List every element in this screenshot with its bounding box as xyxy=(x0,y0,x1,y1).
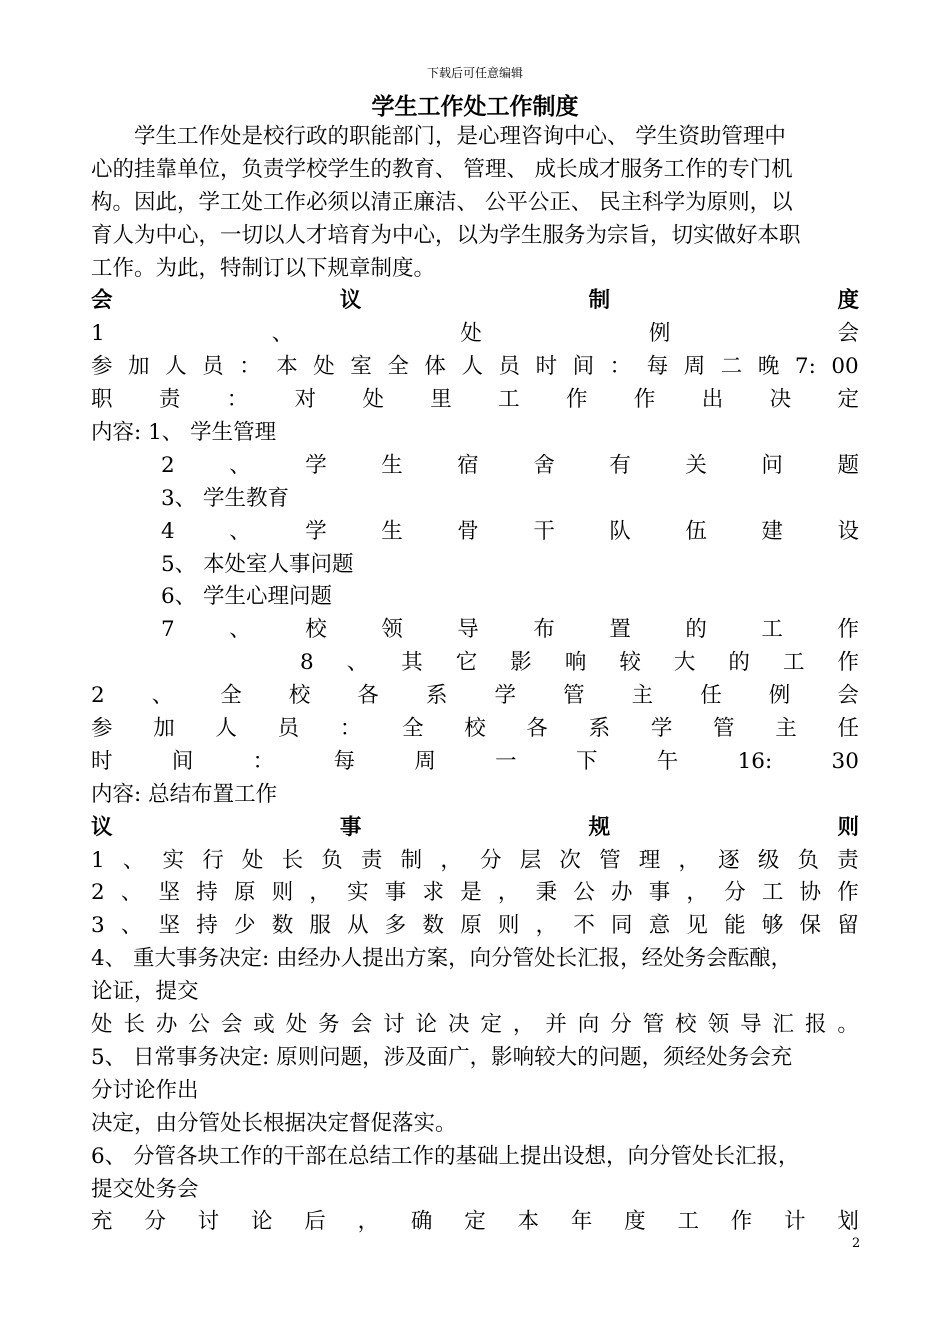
text-token: 向 xyxy=(577,1012,600,1038)
text-token: 分 xyxy=(480,847,502,873)
text-token: 层 xyxy=(519,847,542,873)
text-token: 、 xyxy=(229,617,251,643)
text-token: 则 xyxy=(497,913,520,939)
text-token: 公 xyxy=(573,880,595,906)
text-token: ， xyxy=(357,1209,380,1235)
text-token: 议 xyxy=(339,288,362,314)
text-token: 工 xyxy=(782,650,805,676)
text-token: 校 xyxy=(305,617,327,643)
text-token: 分 xyxy=(724,880,746,906)
text-token: 校 xyxy=(464,716,486,742)
text-token: 人 xyxy=(461,354,483,380)
text-token: 加 xyxy=(153,716,175,742)
text-token: 同 xyxy=(611,913,633,939)
meeting1-item-6: 6、 学生心理问题 xyxy=(161,584,333,610)
text-token: 责 xyxy=(360,847,383,873)
text-token: ： xyxy=(609,354,632,380)
text-token: 是 xyxy=(460,880,482,906)
text-token: 全 xyxy=(220,683,242,709)
rule-4-line-1: 4、 重大事务决定: 由经办人提出方案，向分管处长汇报，经处务会酝酿， xyxy=(91,946,793,972)
text-token: 本 xyxy=(276,354,298,380)
text-token: 则 xyxy=(271,880,294,906)
rule-4-line-2: 论证，提交 xyxy=(91,979,199,1005)
text-token: 时 xyxy=(535,354,558,380)
text-token: 从 xyxy=(347,913,369,939)
text-token: ， xyxy=(512,1012,535,1038)
text-token: 响 xyxy=(564,650,587,676)
text-token: 一 xyxy=(495,748,517,774)
text-token: 、 xyxy=(271,321,294,347)
text-token: 处 xyxy=(241,847,264,873)
text-token: 校 xyxy=(675,1012,697,1038)
text-token: 秉 xyxy=(535,880,558,906)
text-token: 任 xyxy=(700,683,722,709)
meeting1-content-label: 内容: 1、 学生管理 xyxy=(91,420,277,446)
text-token: 不 xyxy=(573,913,595,939)
text-token: 会 xyxy=(350,1012,373,1038)
text-token: 数 xyxy=(271,913,294,939)
meeting1-item-8 xyxy=(300,647,859,680)
text-token: 队 xyxy=(609,518,631,544)
text-token: 作 xyxy=(837,650,859,676)
text-token: 留 xyxy=(837,913,859,939)
text-token: 参 xyxy=(91,716,113,742)
text-token: 议 xyxy=(91,814,113,840)
text-token: 生 xyxy=(381,452,403,478)
text-token: 见 xyxy=(686,913,708,939)
meeting1-item-5: 5、 本处室人事问题 xyxy=(161,551,354,577)
text-token: 度 xyxy=(624,1209,646,1235)
text-token: 计 xyxy=(784,1209,806,1235)
text-token: 坚 xyxy=(158,880,181,906)
meeting1-item-7 xyxy=(161,614,859,647)
text-token: 各 xyxy=(526,716,548,742)
rule-2 xyxy=(91,877,859,910)
rule-6-line-2: 提交处务会 xyxy=(91,1176,199,1202)
text-token: 工 xyxy=(677,1209,699,1235)
page-number: 2 xyxy=(852,1236,861,1251)
text-token: 协 xyxy=(799,880,822,906)
text-token: 充 xyxy=(91,1209,113,1235)
text-token: 长 xyxy=(123,1012,145,1038)
text-token: 任 xyxy=(837,716,859,742)
text-token: 会 xyxy=(220,1012,243,1038)
text-token: 、 xyxy=(120,913,143,939)
text-token: 事 xyxy=(339,814,362,840)
text-token: 年 xyxy=(570,1209,593,1235)
text-token: 参 xyxy=(91,354,113,380)
meeting1-attendees xyxy=(91,351,859,384)
text-token: 行 xyxy=(202,847,224,873)
text-token: 定 xyxy=(464,1209,486,1235)
intro-line: 学生工作处是校行政的职能部门，是心理咨询中心、 学生资助管理中 xyxy=(91,124,786,149)
text-token: 本 xyxy=(517,1209,540,1235)
text-token: 汇 xyxy=(772,1012,795,1038)
text-token: 关 xyxy=(685,452,707,478)
text-token: 工 xyxy=(761,617,783,643)
text-token: 全 xyxy=(387,354,409,380)
text-token: 里 xyxy=(430,387,452,413)
text-token: 布 xyxy=(533,617,555,643)
rule-6-line-3 xyxy=(91,1206,859,1239)
text-token: 管 xyxy=(642,1012,665,1038)
text-token: 作 xyxy=(566,387,588,413)
text-token: 大 xyxy=(673,650,696,676)
text-token: 级 xyxy=(757,847,780,873)
text-token: 、 xyxy=(120,880,143,906)
text-token: 下 xyxy=(575,748,598,774)
text-token: 实 xyxy=(347,880,369,906)
text-token: 例 xyxy=(768,683,791,709)
text-token: 主 xyxy=(775,716,797,742)
text-token: 间 xyxy=(171,748,194,774)
text-token: 数 xyxy=(422,913,445,939)
text-token: 分 xyxy=(144,1209,166,1235)
text-token: 周 xyxy=(683,354,706,380)
text-token: 、 xyxy=(346,650,369,676)
text-token: 办 xyxy=(155,1012,178,1038)
text-token: 学 xyxy=(650,716,673,742)
text-token: 处 xyxy=(91,1012,113,1038)
text-token: 主 xyxy=(631,683,654,709)
text-token: 时 xyxy=(91,748,113,774)
text-token: 讨 xyxy=(197,1209,220,1235)
text-token: 每 xyxy=(646,354,669,380)
text-token: 负 xyxy=(321,847,343,873)
text-token: 午 xyxy=(656,748,679,774)
page-title: 学生工作处工作制度 xyxy=(371,94,579,120)
text-token: 。 xyxy=(837,1012,859,1038)
text-token: 事 xyxy=(648,880,671,906)
text-token: 处 xyxy=(362,387,384,413)
rules-heading xyxy=(91,812,859,845)
text-token: 伍 xyxy=(685,518,707,544)
text-token: 职 xyxy=(91,387,113,413)
text-token: 7 xyxy=(161,617,175,643)
text-token: 并 xyxy=(545,1012,567,1038)
text-token: 影 xyxy=(510,650,532,676)
text-token: 能 xyxy=(724,913,746,939)
rule-5-line-1: 5、 日常事务决定: 原则问题，涉及面广，影响较大的问题，须经处务会充 xyxy=(91,1044,793,1070)
text-token: 1 xyxy=(91,321,105,347)
text-token: 次 xyxy=(559,847,581,873)
text-token: 人 xyxy=(165,354,187,380)
text-token: 00 xyxy=(831,354,859,380)
meeting2-time xyxy=(91,746,859,779)
text-token: 多 xyxy=(384,913,407,939)
text-token: 学 xyxy=(305,518,327,544)
text-token: 处 xyxy=(285,1012,308,1038)
text-token: 对 xyxy=(294,387,317,413)
text-token: 每 xyxy=(333,748,355,774)
text-token: 3 xyxy=(91,913,105,939)
text-token: 导 xyxy=(740,1012,762,1038)
text-token: 作 xyxy=(730,1209,753,1235)
text-token: 会 xyxy=(837,321,859,347)
rule-3 xyxy=(91,910,859,943)
text-token: 各 xyxy=(357,683,379,709)
text-token: 导 xyxy=(457,617,479,643)
text-token: 系 xyxy=(588,716,611,742)
text-token: 周 xyxy=(414,748,436,774)
text-token: 舍 xyxy=(533,452,555,478)
text-token: ， xyxy=(678,847,700,873)
text-token: 间 xyxy=(572,354,595,380)
text-token: 会 xyxy=(837,683,859,709)
text-token: ： xyxy=(339,716,362,742)
text-token: 7: xyxy=(794,354,816,380)
meeting1-title xyxy=(91,318,859,351)
text-token: 学 xyxy=(305,452,327,478)
text-token: 管 xyxy=(713,716,735,742)
text-token: 坚 xyxy=(158,913,181,939)
rule-5-line-2: 分讨论作出 xyxy=(91,1077,199,1103)
text-token: 1 xyxy=(91,847,105,873)
text-token: 原 xyxy=(460,913,482,939)
text-token: 出 xyxy=(701,387,724,413)
text-token: 后 xyxy=(304,1209,326,1235)
text-token: 负 xyxy=(797,847,820,873)
text-token: 2 xyxy=(91,880,105,906)
text-token: 确 xyxy=(410,1209,433,1235)
text-token: 置 xyxy=(609,617,631,643)
text-token: 管 xyxy=(563,683,585,709)
text-token: 会 xyxy=(91,288,113,314)
text-token: 8 xyxy=(300,650,314,676)
intro-line: 工作。为此，特制订以下规章制度。 xyxy=(91,255,436,281)
rule-6-line-1: 6、 分管各块工作的干部在总结工作的基础上提出设想，向分管处长汇报， xyxy=(91,1143,800,1169)
meeting-system-heading xyxy=(91,285,859,318)
text-token: 它 xyxy=(455,650,478,676)
text-token: ： xyxy=(252,748,275,774)
text-token: 作 xyxy=(837,880,859,906)
text-token: 全 xyxy=(402,716,424,742)
text-token: 公 xyxy=(188,1012,210,1038)
text-token: ， xyxy=(497,880,520,906)
text-token: 持 xyxy=(196,880,218,906)
text-token: 题 xyxy=(837,452,859,478)
text-token: 少 xyxy=(233,913,256,939)
text-token: 决 xyxy=(769,387,792,413)
text-token: 制 xyxy=(588,288,611,314)
text-token: 作 xyxy=(633,387,656,413)
text-token: 员 xyxy=(202,354,224,380)
meeting1-item-3: 3、 学生教育 xyxy=(161,485,290,511)
text-token: 决 xyxy=(447,1012,470,1038)
text-token: 16: xyxy=(737,748,773,774)
text-token: 生 xyxy=(381,518,403,544)
text-token: 4 xyxy=(161,518,175,544)
rule-4-line-3 xyxy=(91,1009,859,1042)
text-token: ， xyxy=(440,847,462,873)
text-token: ， xyxy=(686,880,708,906)
text-token: 体 xyxy=(424,354,446,380)
meeting1-item-4 xyxy=(161,516,859,549)
text-token: 理 xyxy=(638,847,661,873)
text-token: 则 xyxy=(837,814,859,840)
intro-line: 构。因此，学工处工作必须以清正廉洁、 公平公正、 民主科学为原则，以 xyxy=(91,189,793,215)
text-token: 干 xyxy=(533,518,555,544)
rule-5-line-3: 决定，由分管处长根据决定督促落实。 xyxy=(91,1110,457,1136)
text-token: 有 xyxy=(609,452,631,478)
text-token: 责 xyxy=(158,387,181,413)
text-token: 讨 xyxy=(383,1012,405,1038)
text-token: 划 xyxy=(837,1209,859,1235)
text-token: ： xyxy=(239,354,261,380)
text-token: 规 xyxy=(588,814,611,840)
text-token: 员 xyxy=(277,716,300,742)
text-token: 分 xyxy=(610,1012,632,1038)
text-token: ， xyxy=(535,913,558,939)
text-token: 学 xyxy=(494,683,517,709)
text-token: 例 xyxy=(648,321,671,347)
text-token: 加 xyxy=(128,354,150,380)
text-token: 够 xyxy=(761,913,784,939)
text-token: 服 xyxy=(309,913,331,939)
text-token: 较 xyxy=(619,650,641,676)
text-token: 办 xyxy=(611,880,633,906)
text-token: 、 xyxy=(122,847,145,873)
text-token: 问 xyxy=(761,452,783,478)
meeting2-attendees xyxy=(91,713,859,746)
text-token: 论 xyxy=(415,1012,438,1038)
meeting1-duties xyxy=(91,384,859,417)
text-token: 工 xyxy=(498,387,520,413)
text-token: 工 xyxy=(761,880,784,906)
text-token: 实 xyxy=(162,847,185,873)
text-token: 逐 xyxy=(718,847,740,873)
text-token: 2 xyxy=(161,452,175,478)
text-token: 求 xyxy=(422,880,445,906)
text-token: 的 xyxy=(728,650,750,676)
text-token: 设 xyxy=(837,518,859,544)
text-token: 二 xyxy=(720,354,743,380)
text-token: 校 xyxy=(288,683,311,709)
text-token: 制 xyxy=(400,847,423,873)
text-token: 意 xyxy=(648,913,671,939)
text-token: 持 xyxy=(196,913,218,939)
text-token: ， xyxy=(309,880,331,906)
text-token: 晚 xyxy=(757,354,780,380)
text-token: 长 xyxy=(281,847,304,873)
text-token: 员 xyxy=(498,354,521,380)
intro-line: 育人为中心，一切以人才培育为中心，以为学生服务为宗旨，切实做好本职 xyxy=(91,222,801,248)
text-token: 建 xyxy=(761,518,783,544)
text-token: 事 xyxy=(384,880,407,906)
text-token: 系 xyxy=(425,683,448,709)
text-token: 责 xyxy=(837,847,859,873)
text-token: 的 xyxy=(685,617,707,643)
text-token: 保 xyxy=(799,913,822,939)
document-body xyxy=(91,121,859,1239)
text-token: 人 xyxy=(215,716,237,742)
meeting2-content: 内容: 总结布置工作 xyxy=(91,781,278,807)
text-token: 2 xyxy=(91,683,105,709)
rule-1 xyxy=(91,845,859,878)
text-token: ： xyxy=(226,387,249,413)
text-token: 30 xyxy=(831,748,859,774)
text-token: 处 xyxy=(313,354,335,380)
text-token: 论 xyxy=(250,1209,273,1235)
text-token: 骨 xyxy=(457,518,479,544)
text-token: 领 xyxy=(707,1012,730,1038)
text-token: 定 xyxy=(837,387,859,413)
text-token: 度 xyxy=(837,288,859,314)
text-token: 报 xyxy=(804,1012,827,1038)
text-token: 作 xyxy=(837,617,859,643)
intro-line: 心的挂靠单位，负责学校学生的教育、 管理、 成长成才服务工作的专门机 xyxy=(91,156,793,182)
page-header-note: 下载后可任意编辑 xyxy=(426,66,523,80)
text-token: 、 xyxy=(151,683,174,709)
text-token: 处 xyxy=(460,321,482,347)
text-token: 务 xyxy=(318,1012,340,1038)
meeting1-item-2 xyxy=(161,450,859,483)
text-token: 室 xyxy=(350,354,372,380)
text-token: 宿 xyxy=(457,452,479,478)
text-token: 领 xyxy=(381,617,403,643)
text-token: 原 xyxy=(233,880,256,906)
text-token: 或 xyxy=(253,1012,275,1038)
text-token: 管 xyxy=(599,847,621,873)
text-token: 、 xyxy=(229,452,251,478)
text-token: 、 xyxy=(229,518,251,544)
text-token: 其 xyxy=(401,650,423,676)
meeting2-title xyxy=(91,680,859,713)
text-token: 定 xyxy=(480,1012,502,1038)
